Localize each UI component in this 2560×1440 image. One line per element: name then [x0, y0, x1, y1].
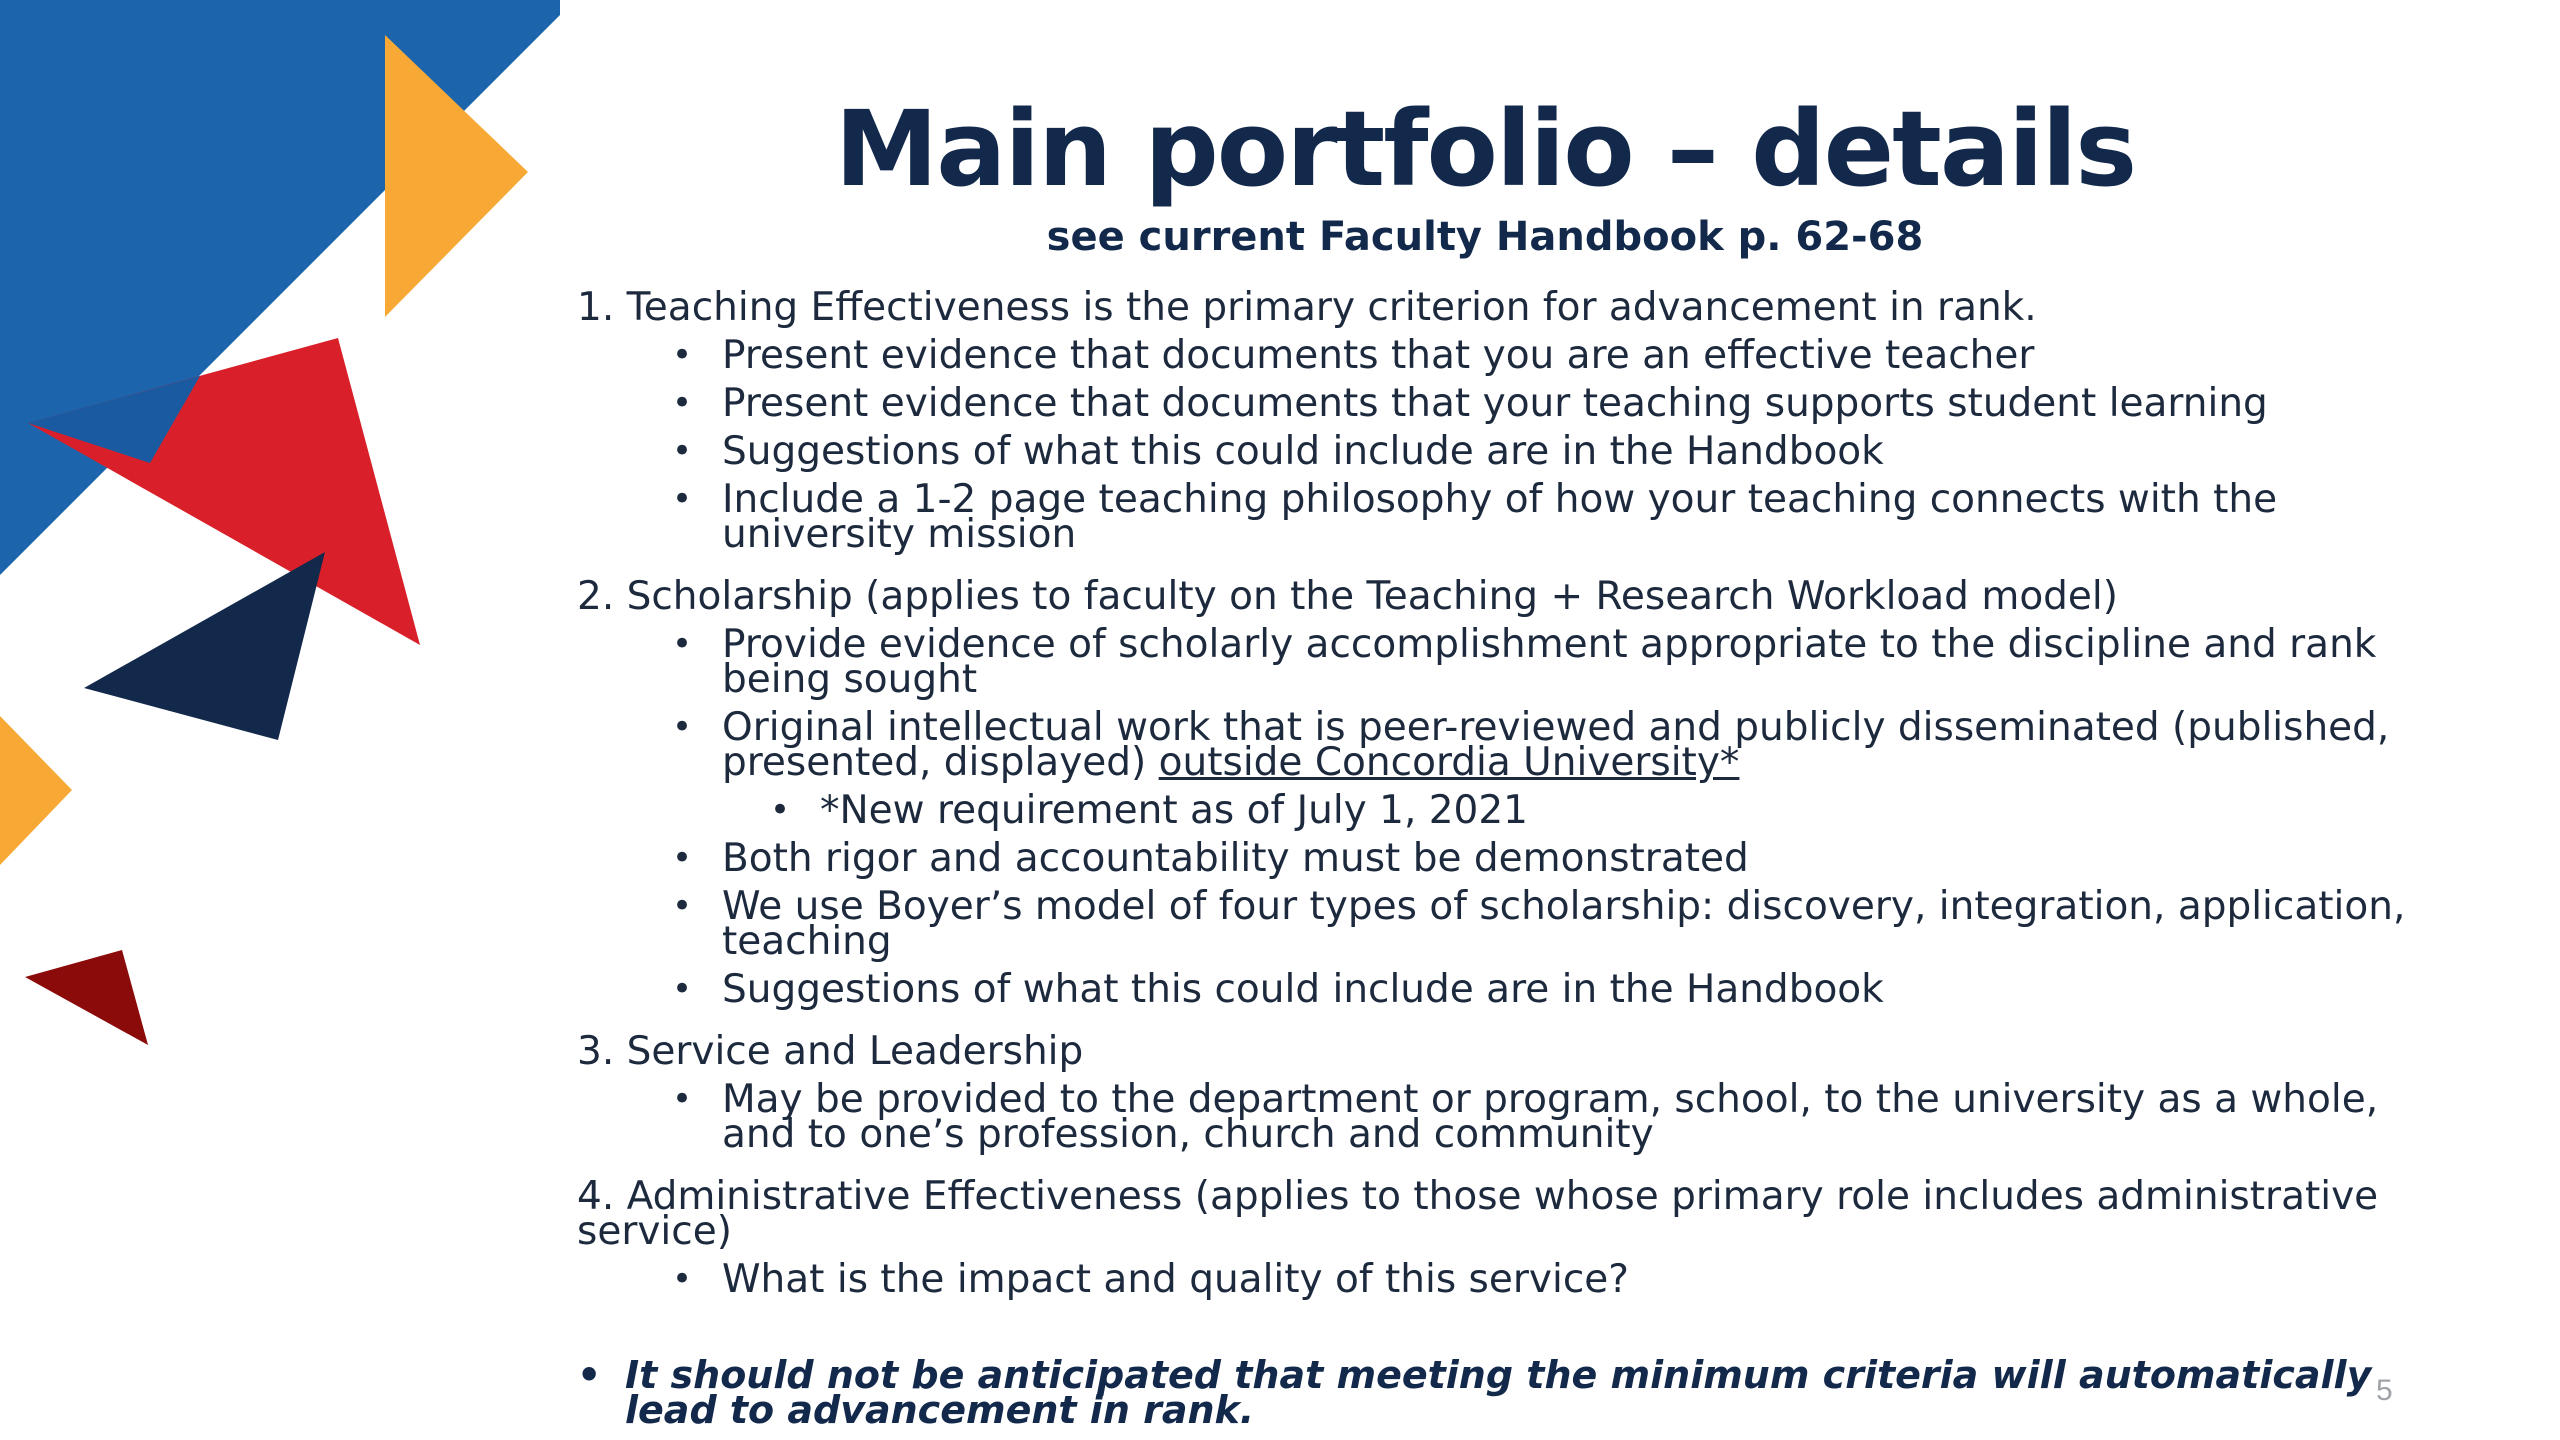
slide-subtitle: see current Faculty Handbook p. 62-68 — [1046, 214, 1924, 260]
list-item: • Suggestions of what this could include are in the Handbook — [577, 972, 2407, 1007]
section-heading: 4. Administrative Effectiveness (applies to those whose primary role includes administrative service) — [577, 1174, 2379, 1254]
closing-note: • It should not be anticipated that meeting the minimum criteria will automatically lead to advancement in rank. — [577, 1358, 2415, 1428]
maroon-triangle — [25, 950, 148, 1045]
underlined-text: outside Concordia University* — [1158, 740, 1740, 785]
section-scholarship — [577, 574, 2407, 1012]
list-item: • We use Boyer’s model of four types of scholarship: discovery, integration, application, teaching — [577, 889, 2407, 959]
list-item: • Suggestions of what this could include are in the Handbook — [577, 434, 2407, 469]
list-item: • Include a 1-2 page teaching philosophy of how your teaching connects with the university mission — [577, 482, 2407, 552]
list-item: • Both rigor and accountability must be demonstrated — [577, 841, 2407, 876]
list-item-text: Original intellectual work that is peer-reviewed and publicly disseminated (published, presented, displayed) — [722, 705, 2390, 785]
section-heading: 1. Teaching Effectiveness is the primary criterion for advancement in rank. — [577, 285, 2037, 330]
list-item: • Present evidence that documents that your teaching supports student learning — [577, 386, 2407, 421]
slide-title: Main portfolio – details — [834, 88, 2136, 210]
sub-list-item: • *New requirement as of July 1, 2021 — [577, 793, 2407, 828]
list-item: • May be provided to the department or program, school, to the university as a whole, and to one’s profession, church and community — [577, 1082, 2407, 1152]
list-item — [577, 705, 2407, 785]
section-heading: 2. Scholarship (applies to faculty on the Teaching + Research Workload model) — [577, 574, 2118, 619]
section-administrative — [577, 1174, 2407, 1302]
section-teaching — [577, 285, 2407, 557]
navy-triangle — [84, 552, 325, 740]
list-item: • What is the impact and quality of this service? — [577, 1262, 2407, 1297]
list-item: • Present evidence that documents that you are an effective teacher — [577, 338, 2407, 373]
page-number: 5 — [2376, 1374, 2393, 1407]
orange-triangle-left — [0, 716, 72, 865]
section-heading: 3. Service and Leadership — [577, 1029, 1084, 1074]
list-item: • Provide evidence of scholarly accomplishment appropriate to the discipline and rank being sought — [577, 627, 2407, 697]
slide-body — [577, 285, 2407, 1302]
section-service — [577, 1029, 2407, 1157]
